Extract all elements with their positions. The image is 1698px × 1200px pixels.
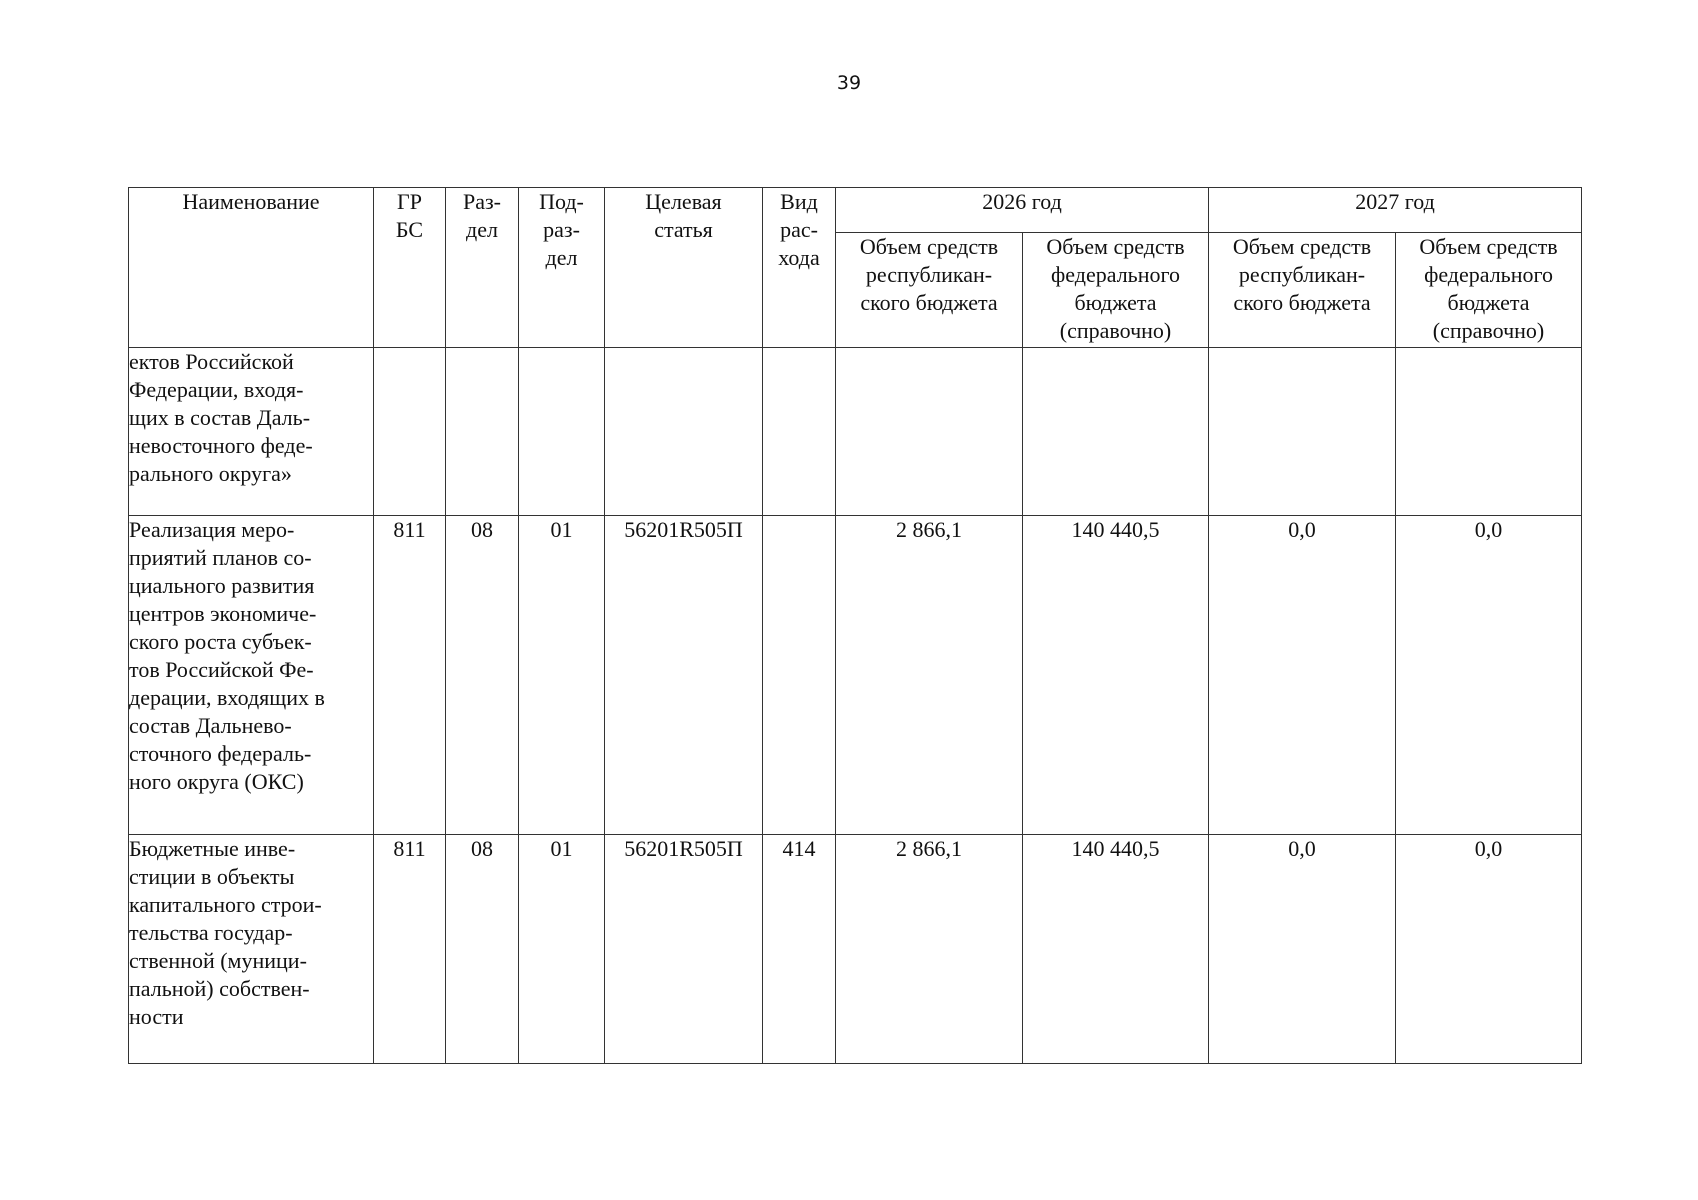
header-vid-rashoda: Вид рас- хода [763, 188, 836, 348]
cell-razdel: 08 [446, 835, 519, 1064]
cell-rep-2026: 2 866,1 [836, 516, 1023, 835]
cell-name: ектов Российской Федерации, входя- щих в состав Даль- невосточного феде- рального округа» [129, 348, 374, 516]
cell-razdel [446, 348, 519, 516]
header-fed-budget-2027: Объем средств федерального бюджета (справочно) [1396, 233, 1582, 348]
budget-table [128, 187, 1582, 1064]
header-name: Наименование [129, 188, 374, 348]
cell-grbs: 811 [374, 516, 446, 835]
header-year-2027: 2027 год [1209, 188, 1582, 233]
cell-razdel: 08 [446, 516, 519, 835]
header-grbs: ГР БС [374, 188, 446, 348]
cell-grbs: 811 [374, 835, 446, 1064]
cell-rep-2027: 0,0 [1209, 835, 1396, 1064]
cell-rep-2026 [836, 348, 1023, 516]
cell-name: Реализация меро- приятий планов со- циального развития центров экономиче- ского роста субъек- тов Российской Фе- дерации, входящих в состав Дальнево- сточного федераль- ного округа (ОКС) [129, 516, 374, 835]
header-year-2026: 2026 год [836, 188, 1209, 233]
header-podrazdel: Под- раз- дел [519, 188, 605, 348]
cell-celevaya-statya [605, 348, 763, 516]
header-razdel: Раз- дел [446, 188, 519, 348]
cell-name: Бюджетные инве- стиции в объекты капитального строи- тельства государ- ственной (муници- пальной) собствен- ности [129, 835, 374, 1064]
cell-podrazdel: 01 [519, 835, 605, 1064]
cell-fed-2026 [1023, 348, 1209, 516]
cell-fed-2027: 0,0 [1396, 516, 1582, 835]
header-rep-budget-2027: Объем средств республикан- ского бюджета [1209, 233, 1396, 348]
cell-fed-2026: 140 440,5 [1023, 516, 1209, 835]
cell-celevaya-statya: 56201R505П [605, 835, 763, 1064]
cell-rep-2026: 2 866,1 [836, 835, 1023, 1064]
header-celevaya-statya: Целевая статья [605, 188, 763, 348]
cell-rep-2027 [1209, 348, 1396, 516]
header-rep-budget-2026: Объем средств республикан- ского бюджета [836, 233, 1023, 348]
cell-vid-rashoda [763, 348, 836, 516]
cell-fed-2027: 0,0 [1396, 835, 1582, 1064]
cell-podrazdel: 01 [519, 516, 605, 835]
header-fed-budget-2026: Объем средств федерального бюджета (справочно) [1023, 233, 1209, 348]
cell-celevaya-statya: 56201R505П [605, 516, 763, 835]
table-row [129, 835, 1582, 1064]
cell-grbs [374, 348, 446, 516]
table-row [129, 516, 1582, 835]
cell-vid-rashoda: 414 [763, 835, 836, 1064]
table-row [129, 348, 1582, 516]
cell-vid-rashoda [763, 516, 836, 835]
cell-podrazdel [519, 348, 605, 516]
cell-fed-2026: 140 440,5 [1023, 835, 1209, 1064]
cell-fed-2027 [1396, 348, 1582, 516]
page-number: 39 [836, 72, 862, 94]
cell-rep-2027: 0,0 [1209, 516, 1396, 835]
